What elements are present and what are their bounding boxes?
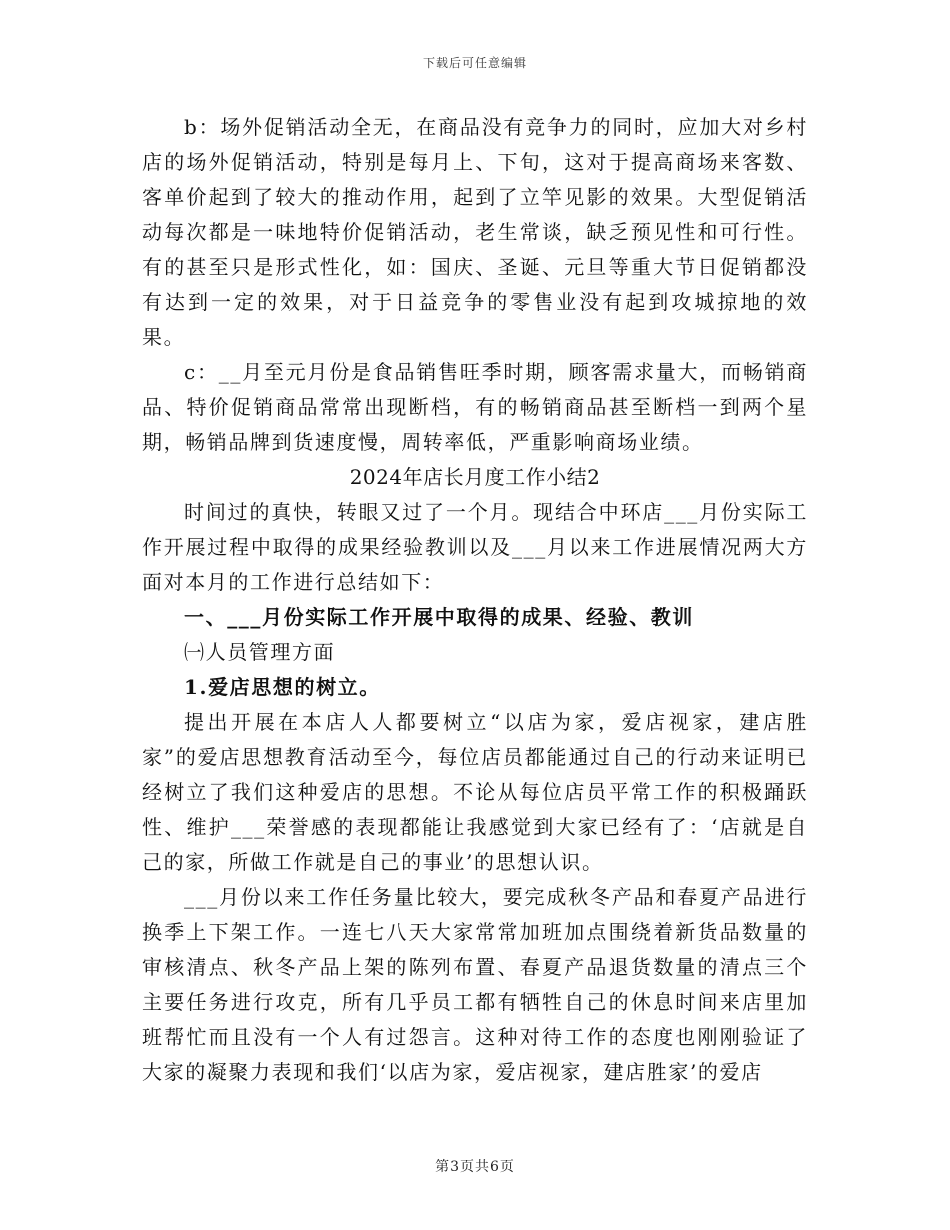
paragraph-b: b：场外促销活动全无，在商品没有竞争力的同时，应加大对乡村店的场外促销活动，特别是每月上、下旬，这对于提高商场来客数、客单价起到了较大的推动作用，起到了立竿见影的效果。大型促销活动每次都是一味地特价促销活动，老生常谈，缺乏预见性和可行性。有的甚至只是形式性化，如：国庆、圣诞、元旦等重大节日促销都没有达到一定的效果，对于日益竞争的零售业没有起到攻城掠地的效果。: [142, 115, 808, 349]
page-footer: 第3页共6页: [435, 1159, 515, 1175]
body-paragraph-1: 提出开展在本店人人都要树立“以店为家，爱店视家，建店胜家”的爱店思想教育活动至今，每位店员都能通过自己的行动来证明已经树立了我们这种爱店的思想。不论从每位店员平常工作的积极踊跃性、维护___荣誉感的表现都能让我感觉到大家已经有了：‘店就是自己的家，所做工作就是自己的事业’的思想认识。: [142, 710, 808, 874]
paragraph-c: c：__月至元月份是食品销售旺季时期，顾客需求量大，而畅销商品、特价促销商品常常出现断档，有的畅销商品甚至断档一到两个星期，畅销品牌到货速度慢，周转率低，严重影响商场业绩。: [142, 360, 808, 454]
intro-paragraph: 时间过的真快，转眼又过了一个月。现结合中环店___月份实际工作开展过程中取得的成果经验教训以及___月以来工作进展情况两大方面对本月的工作进行总结如下：: [142, 500, 808, 594]
body-paragraph-2: ___月份以来工作任务量比较大，要完成秋冬产品和春夏产品进行换季上下架工作。一连七八天大家常常加班加点围绕着新货品数量的审核清点、秋冬产品上架的陈列布置、春夏产品退货数量的清点三个主要任务进行攻克，所有几乎员工都有牺牲自己的休息时间来店里加班帮忙而且没有一个人有过怨言。这种对待工作的态度也刚刚验证了大家的凝聚力表现和我们‘以店为家，爱店视家，建店胜家’的爱店: [142, 885, 808, 1084]
item-one-heading: 1.爱店思想的树立。: [184, 675, 381, 699]
subheading-personnel: ㈠人员管理方面: [184, 640, 336, 664]
heading-one: 一、___月份实际工作开展中取得的成果、经验、教训: [184, 605, 694, 629]
page-header: 下载后可任意编辑: [422, 56, 527, 70]
document-body: [142, 110, 808, 1090]
section-title: 2024年店长月度工作小结2: [349, 465, 601, 489]
